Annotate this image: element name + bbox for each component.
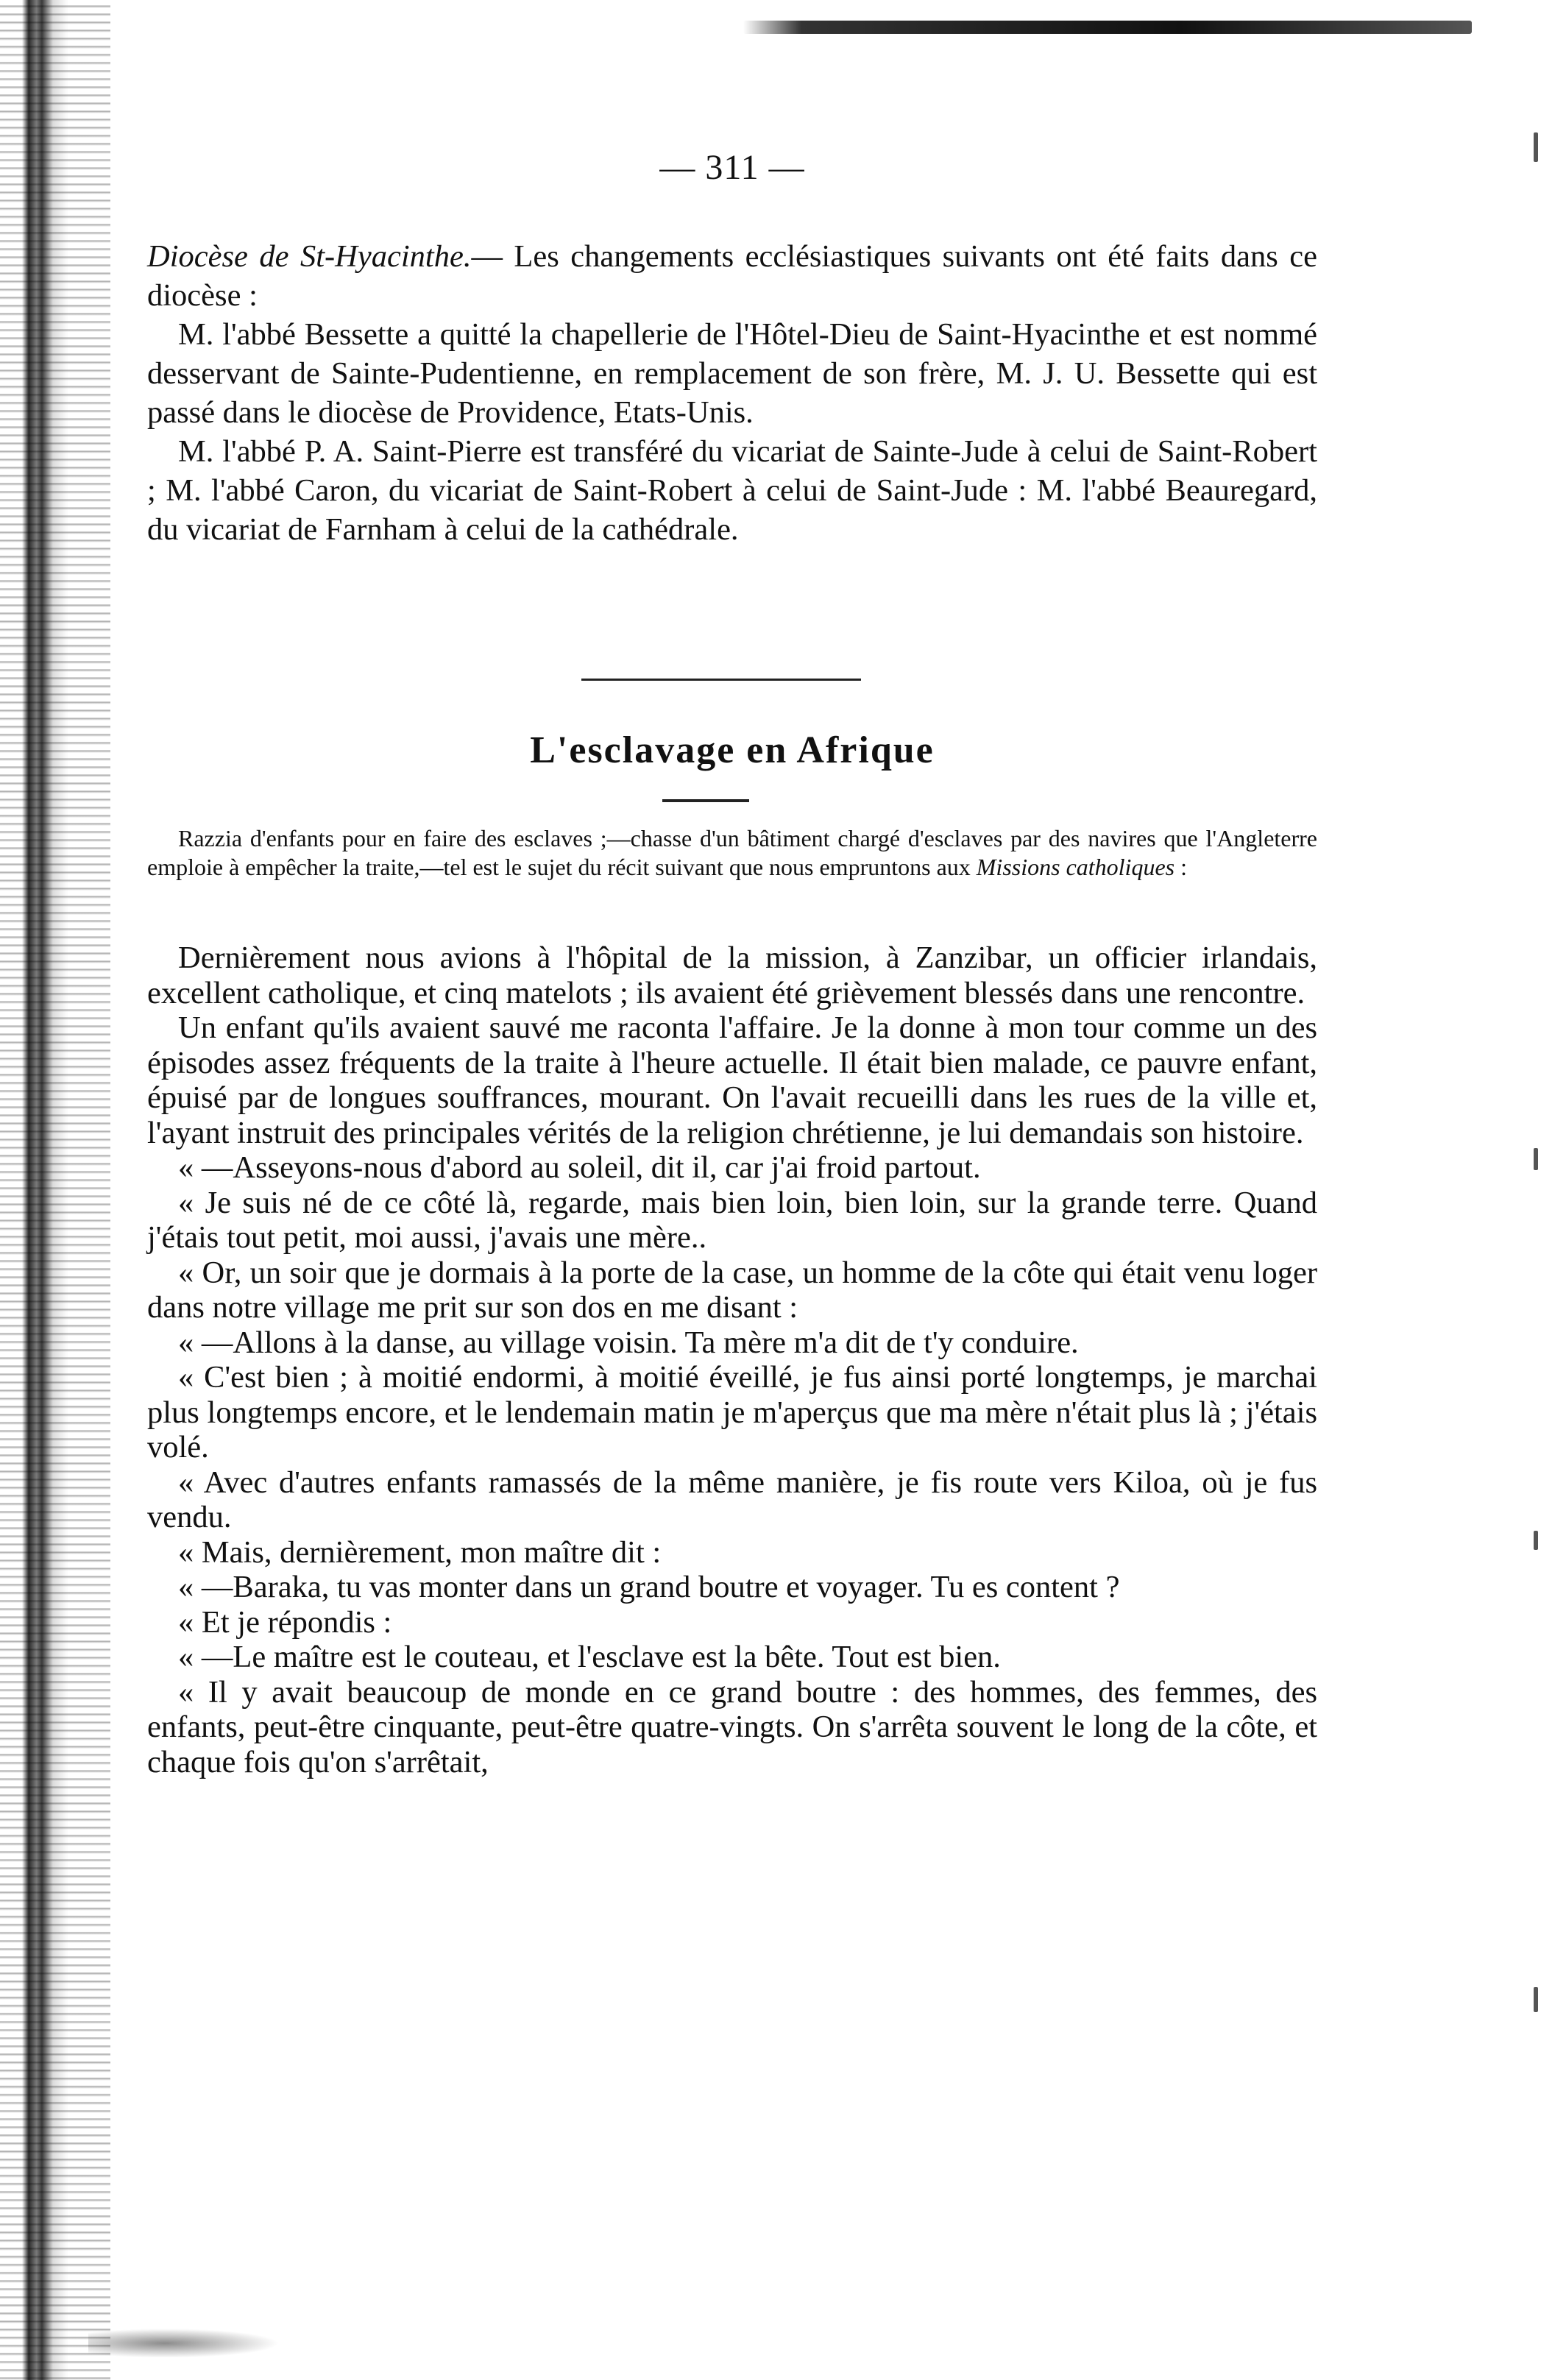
- page-number: — 311 —: [659, 148, 805, 187]
- article-paragraph: « —Allons à la danse, au village voisin. Ta mère m'a dit de t'y conduire.: [178, 1325, 1079, 1360]
- article-paragraph: « —Le maître est le couteau, et l'esclave est la bête. Tout est bien.: [178, 1640, 1001, 1674]
- article-body: [147, 941, 1317, 1779]
- article-paragraph: « Mais, dernièrement, mon maître dit :: [178, 1534, 662, 1570]
- summary-source: Missions catholiques: [976, 854, 1175, 880]
- article-paragraph: « Avec d'autres enfants ramassés de la même manière, je fis route vers Kiloa, où je fus vendu.: [147, 1465, 1317, 1534]
- article-paragraph: « Je suis né de ce côté là, regarde, mais bien loin, bien loin, sur la grande terre. Quand j'étais tout petit, moi aussi, j'avais une mère..: [147, 1185, 1317, 1255]
- article-paragraph: « Il y avait beaucoup de monde en ce grand boutre : des hommes, des femmes, des enfants, peut-être cinquante, peut-être quatre-vingts. On s'arrêta souvent le long de la côte, et chaque fois qu'on s'arrêtait,: [147, 1674, 1317, 1779]
- news-paragraph-2: M. l'abbé P. A. Saint-Pierre est transféré du vicariat de Sainte-Jude à celui de Saint-Robert ; M. l'abbé Caron, du vicariat de Saint-Robert à celui de Saint-Jude : M. l'abbé Beauregard, du vicariat de Farnham à celui de la cathédrale.: [147, 434, 1317, 547]
- title-underline: [662, 799, 749, 802]
- news-intro-text: — Les changements ecclésiastiques suivants ont été faits dans ce diocèse :: [147, 239, 1317, 313]
- article-paragraph: Un enfant qu'ils avaient sauvé me raconta l'affaire. Je la donne à mon tour comme un des épisodes assez fréquents de la traite à l'heure actuelle. Il était bien malade, ce pauvre enfant, épuisé par de longues souffrances, mourant. On l'avait recueilli dans les rues de la ville et, l'ayant instruit des principales vérités de la religion chrétienne, je lui demandais son histoire.: [147, 1010, 1317, 1150]
- news-section: [147, 237, 1317, 549]
- scan-margin-mark: [1534, 1148, 1538, 1170]
- article-paragraph: « C'est bien ; à moitié endormi, à moitié éveillé, je fus ainsi porté longtemps, je marchai plus longtemps encore, et le lendemain matin je m'aperçus que ma mère n'était plus là ; j'étais volé.: [147, 1360, 1317, 1465]
- scan-binding-edge: [0, 0, 110, 2380]
- news-paragraph-1: M. l'abbé Bessette a quitté la chapellerie de l'Hôtel-Dieu de Saint-Hyacinthe et est nommé desservant de Sainte-Pudentienne, en remplacement de son frère, M. J. U. Bessette qui est passé dans le diocèse de Providence, Etats-Unis.: [147, 317, 1317, 430]
- scan-top-edge: [743, 21, 1472, 34]
- article-title: L'esclavage en Afrique: [530, 729, 935, 771]
- article-paragraph: « —Asseyons-nous d'abord au soleil, dit il, car j'ai froid partout.: [178, 1150, 981, 1185]
- article-paragraph: « Or, un soir que je dormais à la porte de la case, un homme de la côte qui était venu loger dans notre village me prit sur son dos en me disant :: [147, 1255, 1317, 1325]
- news-intro: [147, 237, 1317, 315]
- article-paragraph: « Et je répondis :: [178, 1604, 392, 1640]
- summary-text: Razzia d'enfants pour en faire des esclaves ;—chasse d'un bâtiment chargé d'esclaves par des navires que l'Angleterre emploie à empêcher la traite,—tel est le sujet du récit suivant que nous empruntons aux: [147, 825, 1317, 880]
- article-paragraph: « —Baraka, tu vas monter dans un grand boutre et voyager. Tu es content ?: [178, 1570, 1120, 1604]
- section-separator: [581, 679, 861, 681]
- scan-margin-mark: [1534, 132, 1538, 162]
- article-summary: [147, 824, 1317, 882]
- scan-margin-mark: [1534, 1987, 1538, 2012]
- scan-smudge: [88, 2328, 280, 2358]
- scan-margin-mark: [1534, 1531, 1538, 1550]
- article-paragraph: Dernièrement nous avions à l'hôpital de la mission, à Zanzibar, un officier irlandais, excellent catholique, et cinq matelots ; ils avaient été grièvement blessés dans une rencontre.: [147, 941, 1317, 1010]
- summary-end: :: [1174, 854, 1187, 880]
- diocese-label: Diocèse de St-Hyacinthe.: [147, 239, 472, 274]
